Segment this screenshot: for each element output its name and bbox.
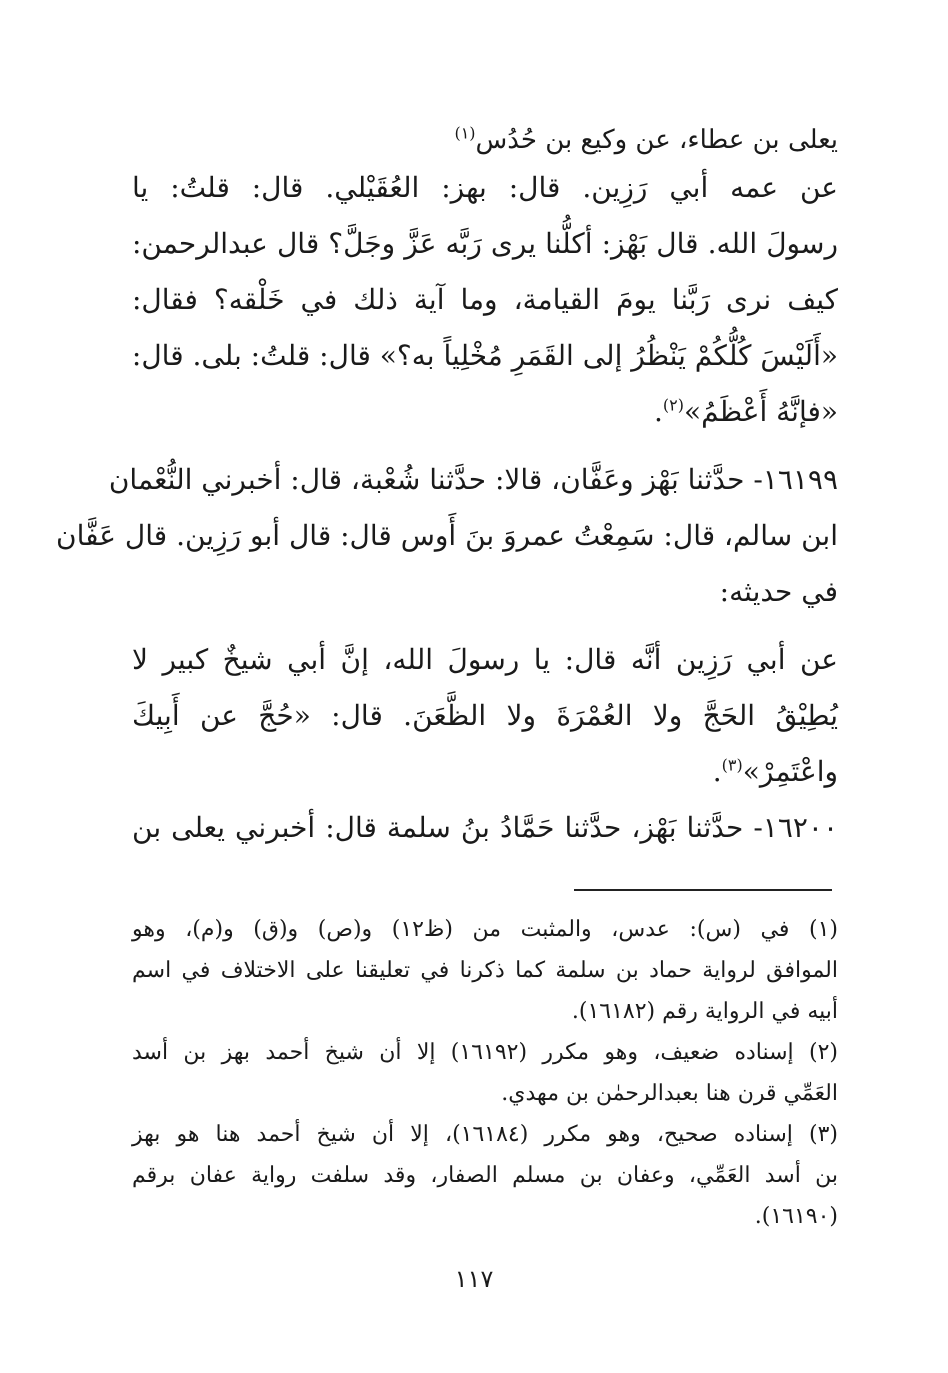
footnote-line: أبيه في الرواية رقم (١٦١٨٢). — [571, 999, 838, 1024]
text-line: عن أبي رَزِين أنَّه قال: يا رسولَ الله، إنَّ أبي شيخٌ كبير لا — [132, 643, 838, 676]
hadith-heading: ١٦١٩٩- حدَّثنا بَهْز وعَفَّان، قالا: حدَّثنا شُعْبة، قال: أخبرني النُّعْمان — [108, 463, 838, 496]
footnotes — [132, 917, 838, 1245]
text-line: في حديثه: — [719, 575, 838, 608]
footnote-line: الموافق لرواية حماد بن سلمة كما ذكرنا في تعليقنا على الاختلاف في اسم — [132, 958, 838, 983]
text-line: واعْتَمِرْ»$^{(٣)}$. — [712, 755, 838, 788]
main-text — [56, 123, 838, 867]
footnote-marker[interactable]: (٢) — [662, 395, 685, 415]
text-line: ابن سالم، قال: سَمِعْتُ عمروَ بنَ أَوس قال: قال أبو رَزِين. قال عَفَّان — [56, 519, 838, 552]
footnote-line: (١٦١٩٠). — [754, 1204, 838, 1229]
hadith-heading: ١٦٢٠٠- حدَّثنا بَهْز، حدَّثنا حَمَّادُ بنُ سلمة قال: أخبرني يعلى بن — [132, 811, 838, 844]
text-line: يعلى بن عطاء، عن وكيع بن حُدُس$^{(١)}$ — [454, 123, 838, 155]
footnote-divider — [574, 889, 832, 891]
text-line: رسولَ الله. قال بَهْز: أكلُّنا يرى رَبَّه عَزَّ وجَلَّ؟ قال عبدالرحمن: — [132, 227, 838, 260]
footnote-line: (٣) إسناده صحيح، وهو مكرر (١٦١٨٤)، إلا أن شيخ أحمد هنا هو بهز — [132, 1122, 838, 1147]
footnote-line: (١) في (س): عدس، والمثبت من (ظ١٢) و(ص) و(ق) و(م)، وهو — [132, 917, 839, 942]
footnote-marker[interactable]: (١) — [454, 123, 476, 143]
footnote-marker[interactable]: (٣) — [721, 755, 743, 775]
text-line: كيف نرى رَبَّنا يومَ القيامة، وما آية ذلك في خَلْقه؟ فقال: — [132, 283, 838, 316]
footnote-line: العَمِّي قرن هنا بعبدالرحمٰن بن مهدي. — [501, 1081, 838, 1106]
footnote-line: بن أسد العَمِّي، وعفان بن مسلم الصفار، وقد سلفت رواية عفان برقم — [132, 1163, 838, 1188]
footnote-line: (٢) إسناده ضعيف، وهو مكرر (١٦١٩٢) إلا أن شيخ أحمد بهز بن أسد — [132, 1040, 838, 1065]
text-line: يُطِيْقُ الحَجَّ ولا العُمْرَةَ ولا الظَّعَنَ. قال: «حُجَّ عن أَبِيكَ — [132, 699, 838, 732]
page-number: ١١٧ — [454, 1265, 494, 1293]
text-line: «أَلَيْسَ كُلُّكُمْ يَنْظُرُ إلى القَمَرِ مُخْلِياً به؟» قال: قلتُ: بلى. قال: — [131, 339, 838, 372]
text-line: «فإنَّهُ أَعْظَمُ»$^{(٢)}$. — [654, 395, 838, 428]
text-line: عن عمه أبي رَزِين. قال: بهز: العُقَيْلي. قال: قلتُ: يا — [132, 171, 838, 204]
